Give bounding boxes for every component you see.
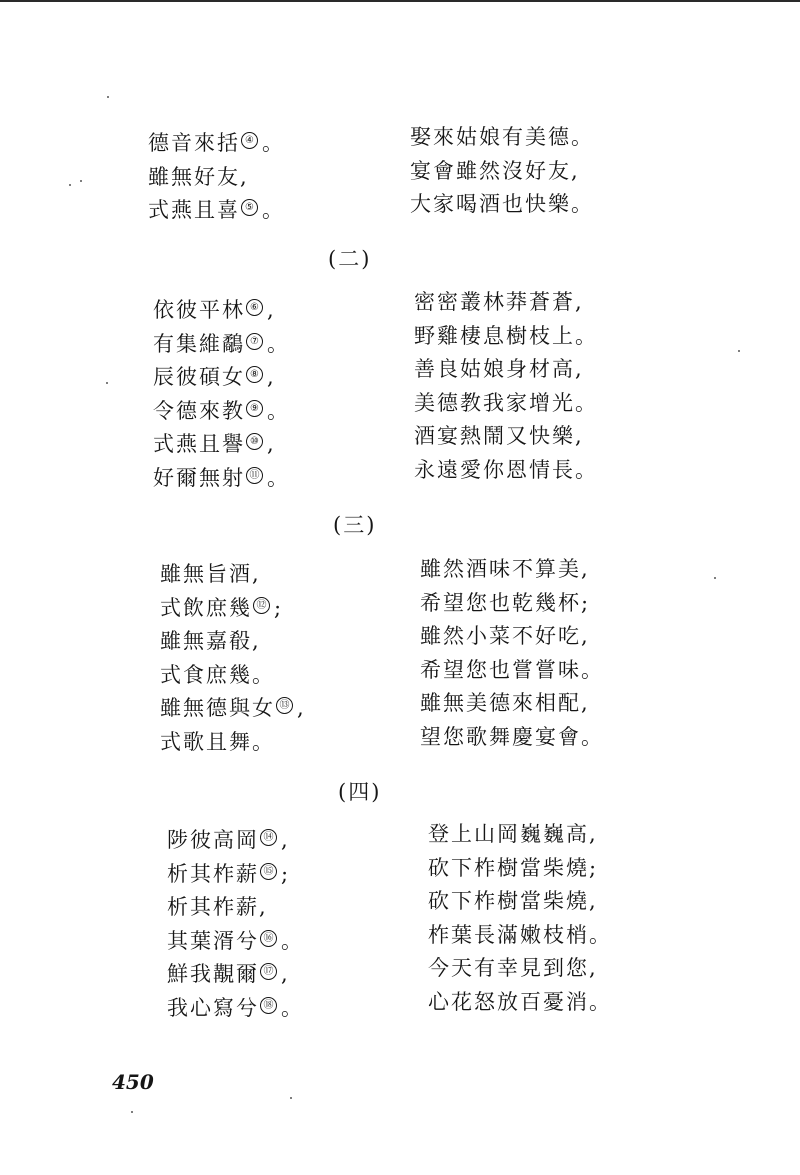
original-text-column [153,294,290,495]
translation-column [414,286,598,487]
footnote-marker: ⑨ [246,400,263,417]
translation-line: 雖然酒味不算美, [420,557,590,581]
footnote-marker: ⑤ [241,199,258,216]
translation-line: 大家喝酒也快樂。 [410,192,594,216]
footnote-marker: ⑪ [246,467,263,484]
translation-line: 心花怒放百憂消。 [428,989,612,1014]
original-line: 析其柞薪 ⑮ ; [167,861,291,886]
translation-column [428,818,612,1019]
original-line: 雖無旨酒, [160,562,261,586]
original-line: 式燕且喜 ⑤ 。 [148,198,285,222]
page-number: 450 [112,1070,154,1094]
translation-line: 永遠愛你恩情長。 [414,457,598,482]
scan-speck [714,577,716,579]
original-line: 鮮我覯爾 ⑰ , [167,962,290,986]
original-line: 其葉湑兮 ⑯ 。 [167,928,304,953]
footnote-marker: ⑯ [260,930,277,947]
translation-column [420,553,604,754]
original-line: 陟彼高岡 ⑭ , [167,828,290,852]
scan-speck [738,350,740,352]
translation-line: 砍下柞樹當柴燒, [428,889,598,913]
original-line: 德音來括 ④ 。 [148,131,285,155]
section-heading: (二) [328,247,372,271]
section-heading: (四) [338,780,382,804]
original-line: 雖無嘉殽, [160,629,261,653]
translation-line: 希望您也嘗嘗味。 [420,657,604,682]
translation-line: 宴會雖然沒好友, [410,158,580,183]
translation-line: 今天有幸見到您, [428,956,598,980]
footnote-marker: ⑰ [260,963,277,980]
original-line: 我心寫兮 ⑱ 。 [167,995,304,1020]
footnote-marker: ⑫ [253,597,270,614]
translation-column [410,121,594,222]
translation-line: 柞葉長滿嫩枝梢。 [428,922,612,947]
translation-line: 雖無美德來相配, [420,691,590,715]
footnote-marker: ⑮ [260,863,277,880]
footnote-marker: ⑱ [260,997,277,1014]
translation-line: 登上山岡巍巍高, [428,822,598,846]
scan-speck [80,180,82,182]
scan-speck [69,184,71,186]
original-text-column [167,824,304,1025]
translation-line: 望您歌舞慶宴會。 [420,724,604,749]
translation-line: 善良姑娘身材高, [414,357,584,381]
original-line: 式燕且譽 ⑩ , [153,432,276,456]
translation-line: 雖然小菜不好吃, [420,624,590,648]
footnote-marker: ④ [241,132,258,149]
footnote-marker: ⑭ [260,829,277,846]
footnote-marker: ⑦ [246,333,263,350]
translation-line: 美德教我家增光。 [414,390,598,415]
footnote-marker: ⑧ [246,366,263,383]
original-text-column [160,558,306,759]
original-line: 依彼平林 ⑥ , [153,298,276,322]
original-line: 式食庶幾。 [160,662,275,687]
original-line: 式歌且舞。 [160,729,275,754]
translation-line: 娶來姑娘有美德。 [410,125,594,149]
original-line: 好爾無射 ⑪ 。 [153,465,290,490]
scan-speck [106,382,108,384]
footnote-marker: ⑬ [276,697,293,714]
original-line: 析其柞薪, [167,895,268,919]
footnote-marker: ⑩ [246,433,263,450]
original-line: 辰彼碩女 ⑧ , [153,365,276,389]
page-top-border [0,0,800,2]
translation-line: 砍下柞樹當柴燒; [428,855,599,880]
translation-line: 酒宴熱鬧又快樂, [414,424,584,448]
translation-line: 野雞棲息樹枝上。 [414,323,598,348]
translation-line: 希望您也乾幾杯; [420,590,591,615]
original-line: 式飲庶幾 ⑫ ; [160,595,284,620]
original-line: 令德來教 ⑨ 。 [153,398,290,423]
section-heading: (三) [333,513,377,537]
footnote-marker: ⑥ [246,299,263,316]
original-line: 有集維鷸 ⑦ 。 [153,331,290,356]
scan-speck [290,1097,292,1099]
scan-speck [131,1111,133,1113]
translation-line: 密密叢林莽蒼蒼, [414,290,584,314]
original-line: 雖無德與女 ⑬ , [160,696,306,720]
original-text-column [148,127,285,228]
original-line: 雖無好友, [148,164,249,189]
scan-speck [107,96,109,98]
